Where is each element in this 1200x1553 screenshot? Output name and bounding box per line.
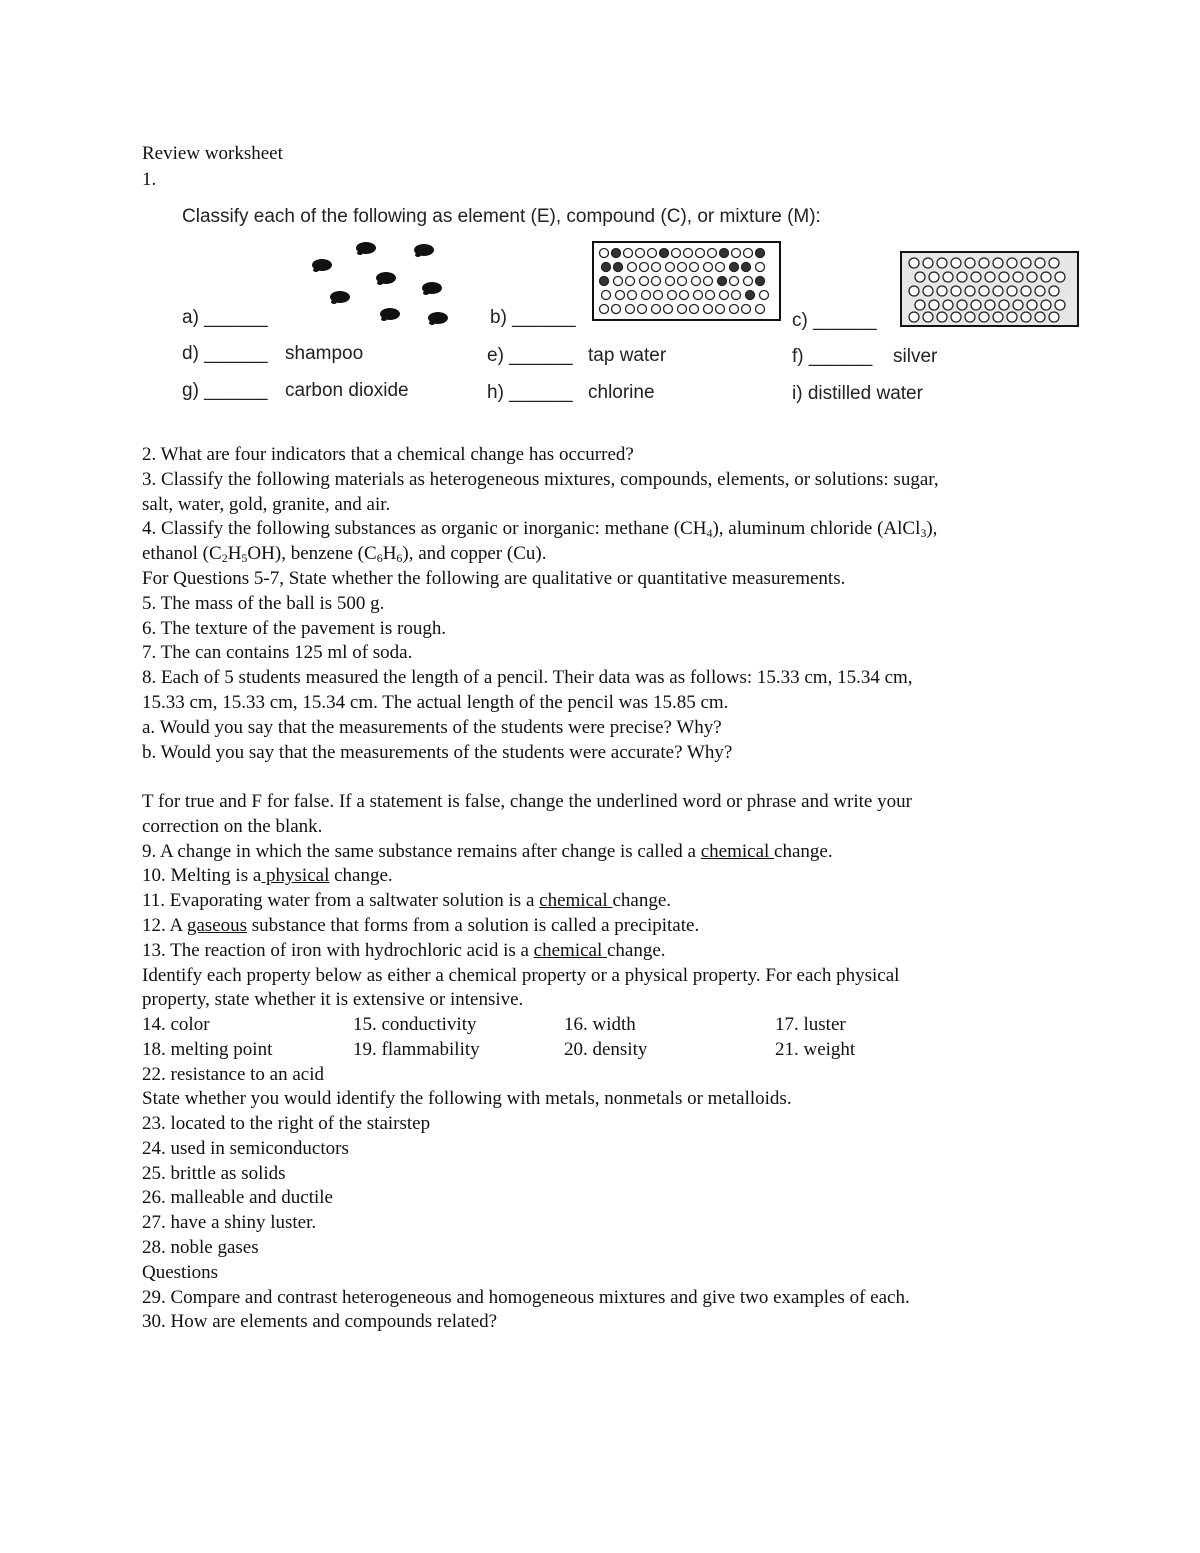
- metals-item-24: 24. used in semiconductors: [142, 1138, 349, 1159]
- q1-item-b: b) ______: [490, 307, 576, 328]
- props-intro-line2: property, state whether it is extensive or intensive.: [142, 989, 524, 1010]
- metals-intro: State whether you would identify the following with metals, nonmetals or metalloids.: [142, 1088, 792, 1109]
- q10-underlined: physical: [261, 865, 330, 886]
- question-4-line2: [142, 542, 546, 566]
- q11-text: 11. Evaporating water from a saltwater solution is a: [142, 890, 540, 911]
- particles-figure-b: [592, 241, 781, 321]
- property-19: 19. flammability: [353, 1039, 480, 1060]
- property-21: 21. weight: [775, 1039, 856, 1060]
- property-22: 22. resistance to an acid: [142, 1064, 325, 1085]
- metals-item-25: 25. brittle as solids: [142, 1163, 286, 1184]
- q12-underlined: gaseous: [186, 915, 248, 936]
- q1-item-a: a) ______: [182, 307, 268, 328]
- q1-item-g: g) ______: [182, 380, 268, 401]
- q1-item-e-text: tap water: [588, 345, 667, 366]
- q4-text: H: [227, 543, 242, 564]
- particle: [331, 300, 337, 304]
- q1-item-h: h) ______: [487, 382, 573, 403]
- q1-instruction: Classify each of the following as element (E), compound (C), or mixture (M):: [182, 206, 821, 227]
- q13-text: 13. The reaction of iron with hydrochloric acid is a: [142, 940, 534, 961]
- property-18: 18. melting point: [142, 1039, 273, 1060]
- q11-text: change.: [612, 890, 672, 911]
- question-8b: b. Would you say that the measurements of the students were accurate? Why?: [142, 742, 733, 763]
- question-11: [142, 889, 671, 913]
- question-9: [142, 840, 833, 864]
- q4-text: ),: [926, 518, 938, 539]
- q4-subscript: 3: [920, 526, 927, 540]
- metals-item-23: 23. located to the right of the stairstep: [142, 1113, 431, 1134]
- question-4-line1: [142, 517, 937, 541]
- q12-text: substance that forms from a solution is called a precipitate.: [247, 915, 700, 936]
- property-17: 17. luster: [775, 1014, 846, 1035]
- question-3-line1: 3. Classify the following materials as heterogeneous mixtures, compounds, elements, or solutions: sugar,: [142, 469, 939, 490]
- q9-text: 9. A change in which the same substance remains after change is called a: [142, 841, 701, 862]
- question-8a: a. Would you say that the measurements of the students were precise? Why?: [142, 717, 722, 738]
- question-13: [142, 939, 666, 963]
- particle: [415, 253, 421, 257]
- particles-figure-a: [298, 236, 458, 332]
- q9-underlined: chemical: [700, 841, 775, 862]
- tf-intro-line2: correction on the blank.: [142, 816, 323, 837]
- q12-text: 12. A: [142, 915, 187, 936]
- property-16: 16. width: [564, 1014, 636, 1035]
- q4-text: H: [382, 543, 397, 564]
- worksheet-title: Review worksheet: [142, 143, 283, 164]
- q1-item-f: f) ______: [792, 346, 873, 367]
- question-29: 29. Compare and contrast heterogeneous and homogeneous mixtures and give two examples of each.: [142, 1287, 910, 1308]
- particle: [357, 251, 363, 255]
- particle: [423, 291, 429, 295]
- question-1-number: 1.: [142, 169, 157, 190]
- metals-item-28: 28. noble gases: [142, 1237, 259, 1258]
- intro-questions-5-7: For Questions 5-7, State whether the following are qualitative or quantitative measurements.: [142, 568, 846, 589]
- q10-text: change.: [329, 865, 393, 886]
- q4-subscript: 6: [396, 551, 403, 565]
- q11-underlined: chemical: [539, 890, 613, 911]
- props-intro-line1: Identify each property below as either a chemical property or a physical property. For each physical: [142, 965, 900, 986]
- q1-item-c: c) ______: [792, 310, 877, 331]
- q1-item-e: e) ______: [487, 345, 573, 366]
- particle: [429, 321, 435, 325]
- q1-item-f-text: silver: [893, 346, 938, 367]
- q10-text: 10. Melting is a: [142, 865, 262, 886]
- q4-text: ), aluminum chloride (AlCl: [712, 518, 921, 539]
- q4-text: 4. Classify the following substances as organic or inorganic: methane (CH: [142, 518, 707, 539]
- q1-item-i: i) distilled water: [792, 383, 923, 404]
- questions-heading: Questions: [142, 1262, 218, 1283]
- q4-text: ), and copper (Cu).: [402, 543, 547, 564]
- question-2: 2. What are four indicators that a chemical change has occurred?: [142, 444, 634, 465]
- question-6: 6. The texture of the pavement is rough.: [142, 618, 447, 639]
- metals-item-27: 27. have a shiny luster.: [142, 1212, 317, 1233]
- metals-item-26: 26. malleable and ductile: [142, 1187, 333, 1208]
- question-3-line2: salt, water, gold, granite, and air.: [142, 494, 391, 515]
- question-7: 7. The can contains 125 ml of soda.: [142, 642, 413, 663]
- q13-text: change.: [607, 940, 666, 961]
- q1-item-d: d) ______: [182, 343, 268, 364]
- question-5: 5. The mass of the ball is 500 g.: [142, 593, 385, 614]
- property-15: 15. conductivity: [353, 1014, 477, 1035]
- q1-item-d-text: shampoo: [285, 343, 364, 364]
- particle: [313, 268, 319, 272]
- q4-subscript: 2: [221, 551, 228, 565]
- question-8-line2: 15.33 cm, 15.33 cm, 15.34 cm. The actual length of the pencil was 15.85 cm.: [142, 692, 729, 713]
- q1-item-g-text: carbon dioxide: [285, 380, 409, 401]
- q4-subscript: 6: [376, 551, 383, 565]
- particles-figure-c: [900, 251, 1079, 327]
- tf-intro-line1: T for true and F for false. If a statement is false, change the underlined word or phrase and write your: [142, 791, 912, 812]
- question-10: [142, 864, 393, 888]
- q9-text: change.: [774, 841, 833, 862]
- q4-subscript: 5: [241, 551, 248, 565]
- q1-item-h-text: chlorine: [588, 382, 655, 403]
- q4-text: OH), benzene (C: [247, 543, 377, 564]
- q4-subscript: 4: [706, 526, 713, 540]
- question-8-line1: 8. Each of 5 students measured the length of a pencil. Their data was as follows: 15.33 cm, 15.34 cm,: [142, 667, 913, 688]
- q13-underlined: chemical: [533, 940, 607, 961]
- particle: [381, 317, 387, 321]
- question-30: 30. How are elements and compounds related?: [142, 1311, 498, 1332]
- particle: [377, 281, 383, 285]
- question-12: [142, 914, 699, 938]
- property-20: 20. density: [564, 1039, 648, 1060]
- q4-text: ethanol (C: [142, 543, 222, 564]
- property-14: 14. color: [142, 1014, 210, 1035]
